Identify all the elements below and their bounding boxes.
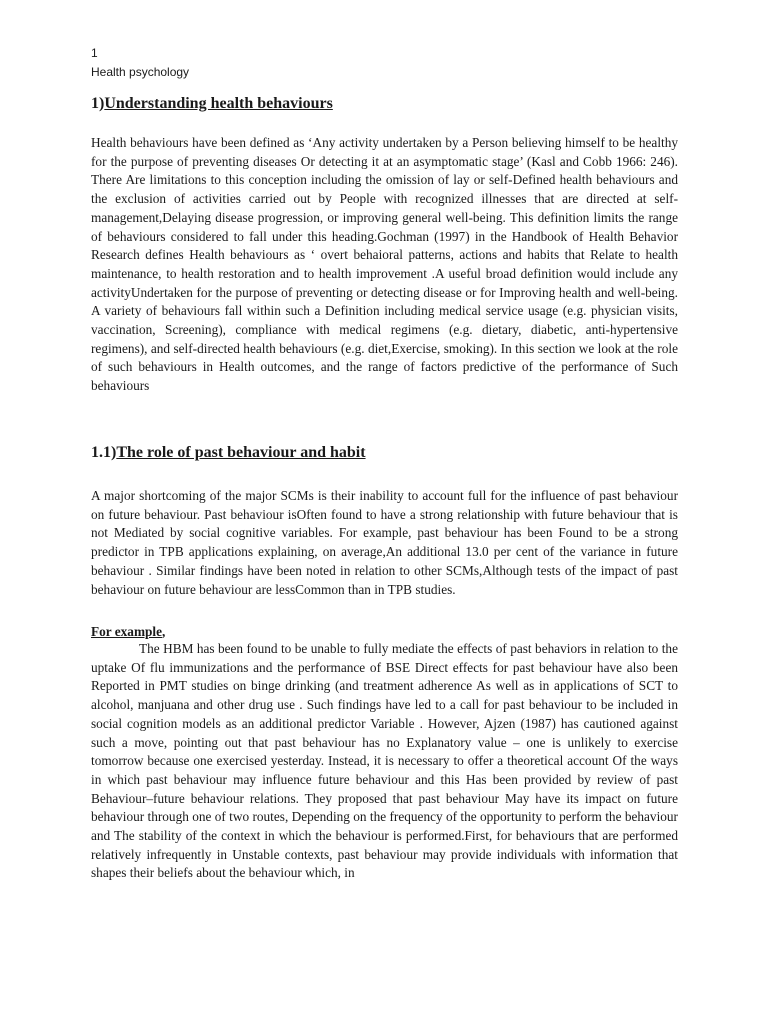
- paragraph-health-behaviours-definition: Health behaviours have been defined as ‘Any activity undertaken by a Person believing himself to be healthy for the purpose of preventing diseases Or detecting it at an asymptomatic stage’ (Kasl and Cobb 1966: 246). There Are limitations to this conception including the omission of lay or self-Defined health behaviours and the exclusion of activities carried out by People with recognized illnesses that are directed at self-management,Delaying disease progression, or improving general well-being. This definition limits the range of behaviours considered to fall under this heading.Gochman (1997) in the Handbook of Health Behavior Research defines Health behaviours as ‘ overt behaioral patterns, actions and habits that Relate to health maintenance, to health restoration and to health improvement .A useful broad definition would include any activityUndertaken for the purpose of preventing or detecting disease or for Improving health and well-being. A variety of behaviours fall within such a Definition including medical service usage (e.g. physician visits, vaccination, Screening), compliance with medical regimens (e.g. dietary, diabetic, anti-hypertensive regimens), and self-directed health behaviours (e.g. diet,Exercise, smoking). In this section we look at the role of such behaviours in Health outcomes, and the range of factors predictive of the performance of Such behaviours: [91, 135, 678, 394]
- section-heading-understanding-health-behaviours: [91, 95, 333, 113]
- section-title: The role of past behaviour and habit: [116, 444, 366, 461]
- section-title: Understanding health behaviours: [104, 95, 333, 112]
- page-number: 1: [91, 46, 98, 60]
- section-number: 1.1): [91, 444, 117, 461]
- example-subheading: [91, 624, 165, 640]
- running-title: Health psychology: [91, 65, 190, 79]
- paragraph-past-behaviour-intro: A major shortcoming of the major SCMs is their inability to account full for the influence of past behaviour on future behaviour. Past behaviour isOften found to have a strong relationship with future behaviour that is not Mediated by social cognitive variables. For example, past behaviour has been Found to be a strong predictor in TPB applications explaining, on average,An additional 13.0 per cent of the variance in future behaviour . Similar findings have been noted in relation to other SCMs,Although tests of the impact of past behaviour on future behaviour are lessCommon than in TPB studies.: [91, 488, 678, 597]
- section-heading-past-behaviour-and-habit: [91, 444, 366, 462]
- example-label: For example: [91, 624, 163, 639]
- section-number: 1): [91, 95, 105, 112]
- paragraph-example-body: The HBM has been found to be unable to fully mediate the effects of past behaviors in relation to the uptake Of flu immunizations and the performance of BSE Direct effects for past behaviour have also been Reported in PMT studies on binge drinking (and treatment adherence As well as in applications of SCT to alcohol, manjuana and other drug use . Such findings have led to a call for past behaviour to be included in social cognition models as an additional predictor Variable . However, Ajzen (1987) has cautioned against such a move, pointing out that past behaviour has no Explanatory value – one is unlikely to exercise tomorrow because one exercised yesterday. Instead, it is necessary to offer a theoretical account Of the ways in which past behaviour may influence future behaviour and this Has been provided by review of past Behaviour–future behaviour relations. They proposed that past behaviour May have its impact on future behaviour through one of two routes, Depending on the frequency of the opportunity to perform the behaviour and The stability of the context in which the behaviour is performed.First, for behaviours that are performed relatively infrequently in Unstable contexts, past behaviour may provide individuals with information that shapes their beliefs about the behaviour which, in: [91, 641, 678, 881]
- example-punctuation: ,: [162, 624, 166, 639]
